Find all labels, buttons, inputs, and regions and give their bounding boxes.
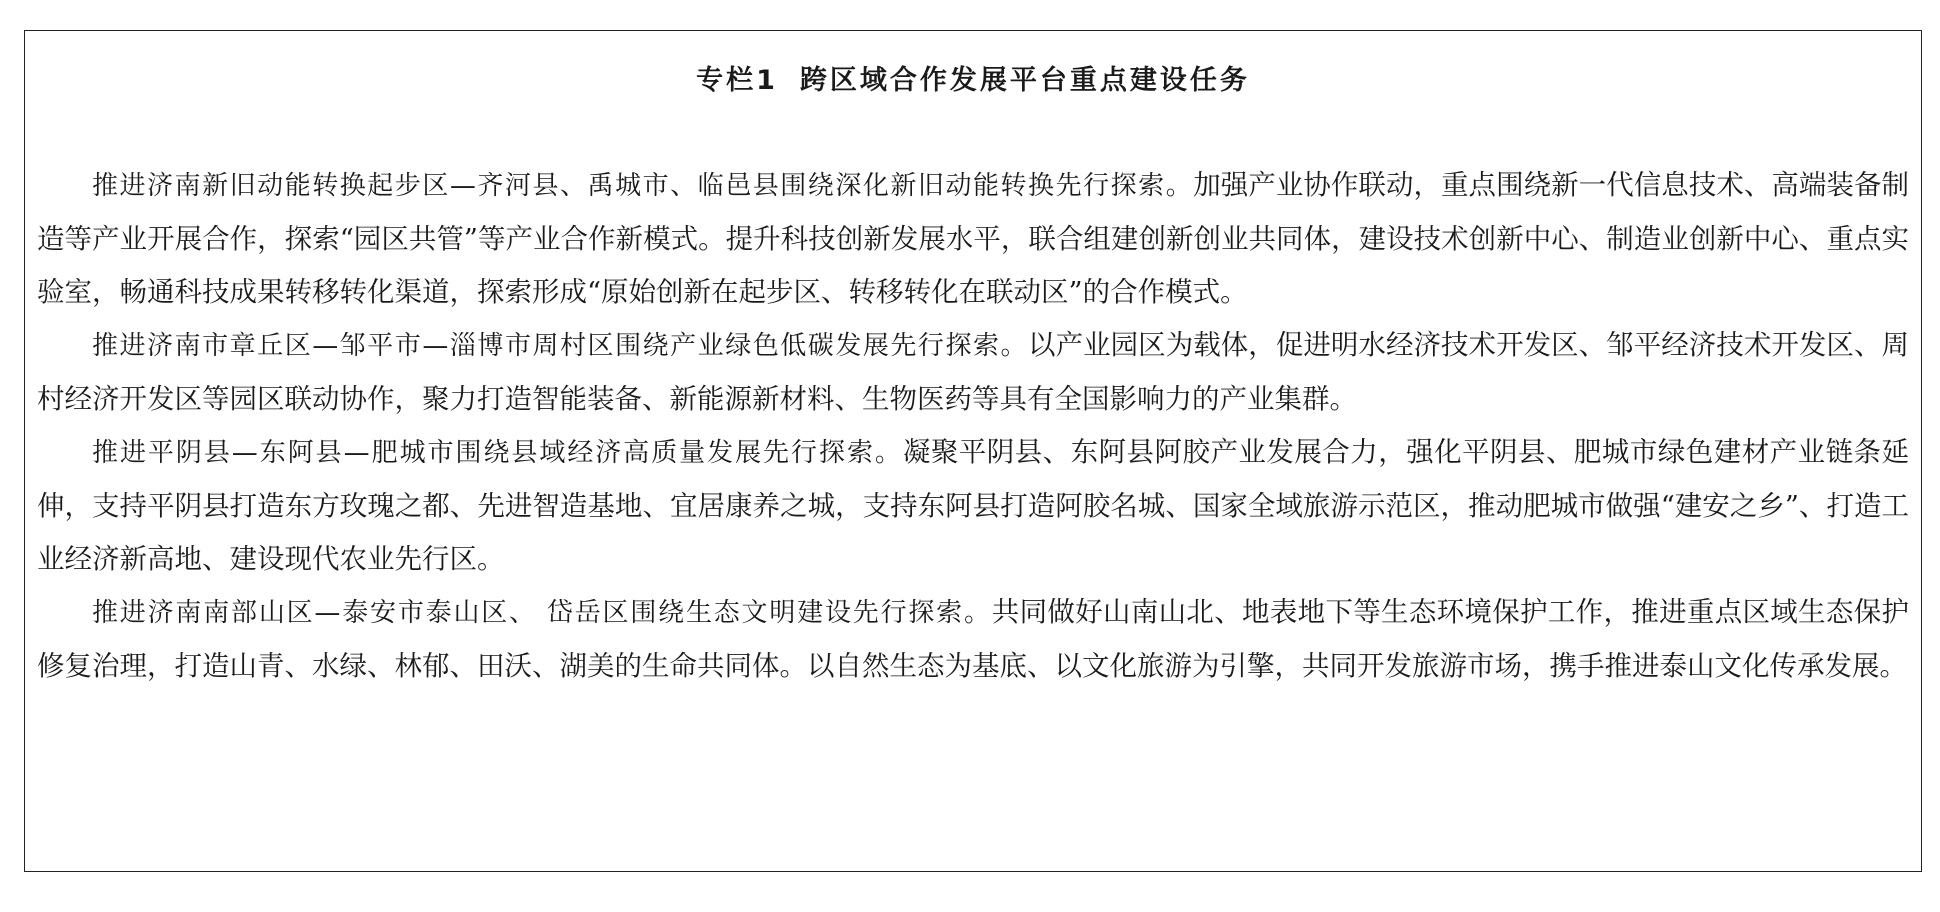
paragraph-text: 凝聚平阴县、东阿县阿胶产业发展合力，强化平阴县、肥城市绿色建材产业链条延伸，支持平阴县打造东方玫瑰之都、先进智造基地、宜居康养之城，支持东阿县打造阿胶名城、国家全域旅游示范区，推动肥城市做强“建安之乡”、打造工业经济新高地、建设现代农业先行区。 <box>37 436 1909 575</box>
column-body <box>37 159 1909 693</box>
paragraph <box>37 319 1909 426</box>
paragraph <box>37 159 1909 319</box>
paragraph-lead: 推进济南南部山区—泰安市泰山区、 岱岳区围绕生态文明建设先行探索。 <box>92 598 992 628</box>
paragraph-lead: 推进平阴县—东阿县—肥城市围绕县域经济高质量发展先行探索。 <box>92 438 903 468</box>
column-title-text: 跨区域合作发展平台重点建设任务 <box>799 65 1250 96</box>
column-box <box>24 30 1922 872</box>
paragraph-text: 以产业园区为载体，促进明水经济技术开发区、邹平经济技术开发区、周村经济开发区等园区联动协作，聚力打造智能装备、新能源新材料、生物医药等具有全国影响力的产业集群。 <box>37 329 1909 415</box>
paragraph-lead: 推进济南新旧动能转换起步区—齐河县、禹城市、临邑县围绕深化新旧动能转换先行探索。 <box>92 171 1194 201</box>
paragraph <box>37 426 1909 586</box>
paragraph-text: 共同做好山南山北、地表地下等生态环境保护工作，推进重点区域生态保护修复治理，打造山青、水绿、林郁、田沃、湖美的生命共同体。以自然生态为基底、以文化旅游为引擎，共同开发旅游市场，携手推进泰山文化传承发展。 <box>37 596 1910 682</box>
paragraph <box>37 586 1909 693</box>
paragraph-lead: 推进济南市章丘区—邹平市—淄博市周村区围绕产业绿色低碳发展先行探索。 <box>92 331 1029 361</box>
paragraph-text: 加强产业协作联动，重点围绕新一代信息技术、高端装备制造等产业开展合作，探索“园区共管”等产业合作新模式。提升科技创新发展水平，联合组建创新创业共同体，建设技术创新中心、制造业创新中心、重点实验室，畅通科技成果转移转化渠道，探索形成“原始创新在起步区、转移转化在联动区”的合作模式。 <box>37 169 1909 308</box>
column-title <box>25 61 1921 101</box>
column-number: 专栏1 <box>696 65 778 96</box>
